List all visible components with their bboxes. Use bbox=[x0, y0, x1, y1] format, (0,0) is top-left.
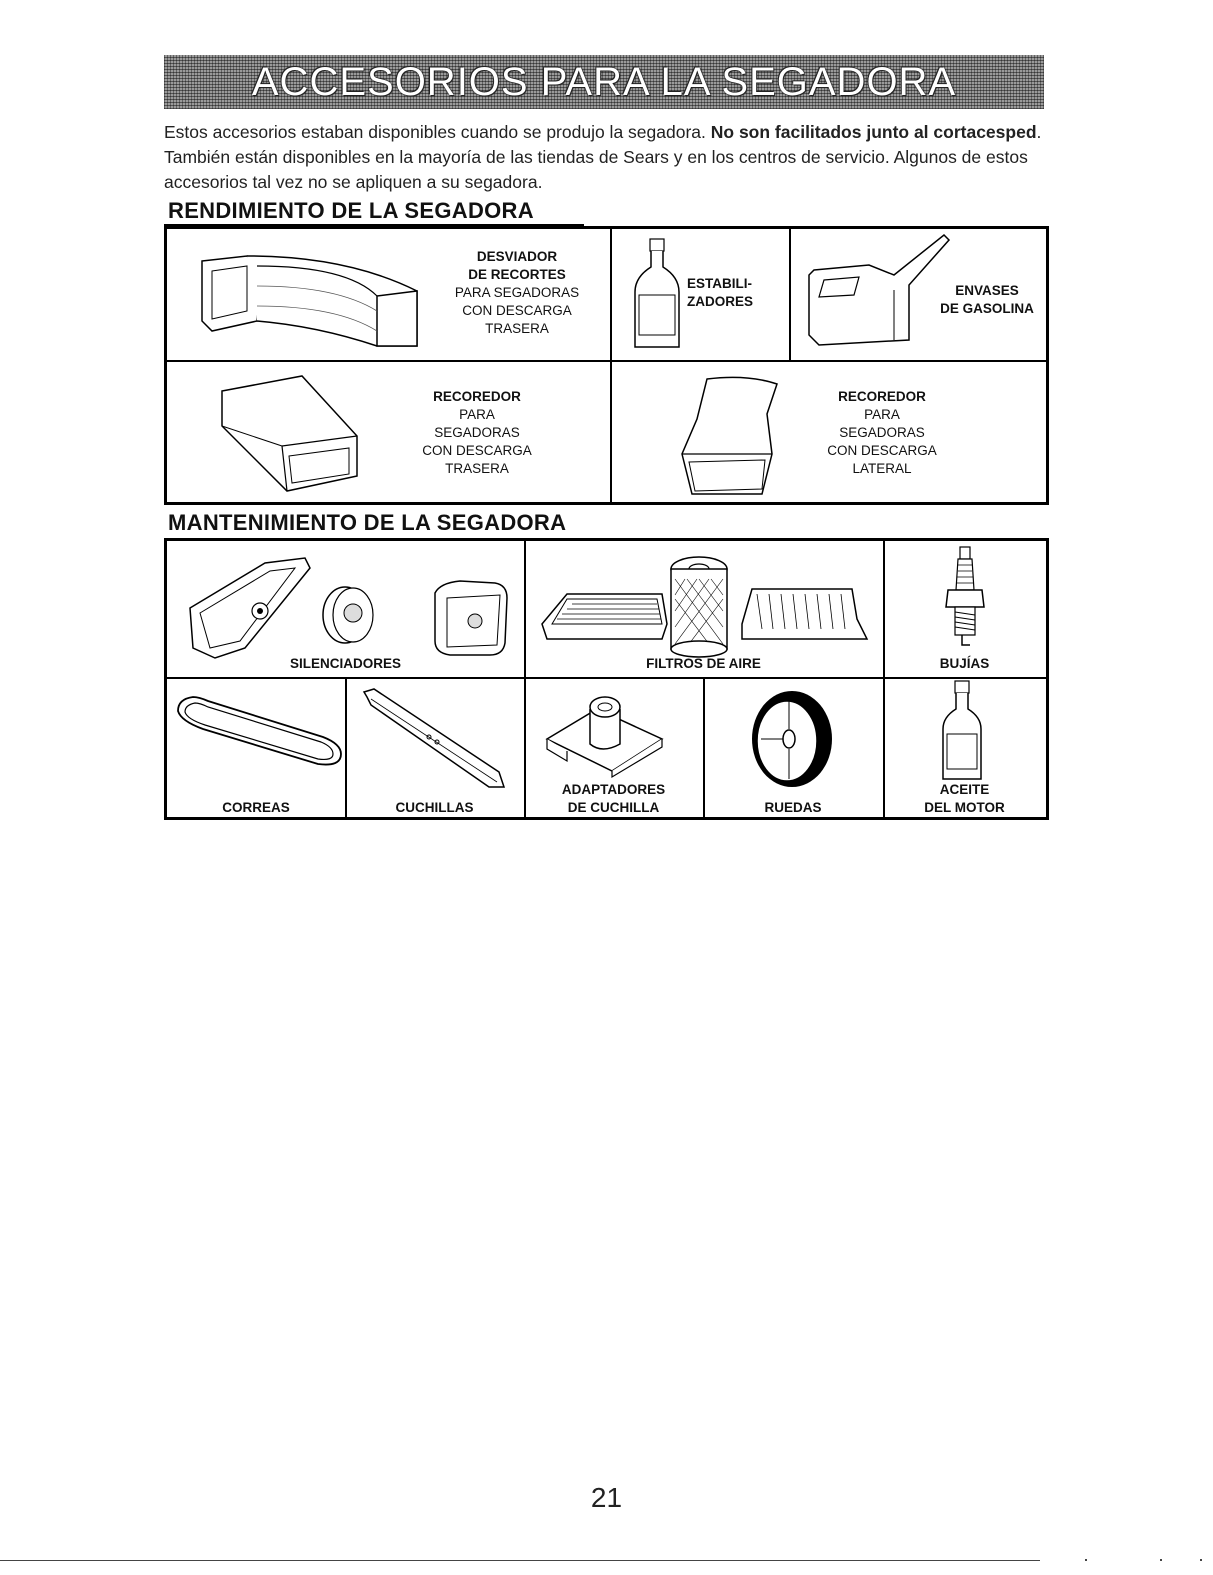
wheels-caption: RUEDAS bbox=[764, 800, 822, 815]
page-number: 21 bbox=[590, 1482, 623, 1513]
stabilizers-label: ESTABILI- ZADORES bbox=[687, 276, 754, 309]
spark-plugs-caption: BUJÍAS bbox=[939, 656, 990, 671]
engine-oil-caption: ACEITE DEL MOTOR bbox=[924, 782, 1005, 815]
wheel-image bbox=[747, 689, 837, 789]
intro-text-2: . También están disponibles en la mayoría de las tiendas de Sears y en los centros de servicio. Algunos de estos accesorios tal vez no se apliquen a su segadora. bbox=[164, 122, 1042, 192]
deflector-label: DESVIADOR DE RECORTES PARA SEGADORAS CON DESCARGA TRASERA bbox=[454, 249, 580, 336]
mufflers-caption: SILENCIADORES bbox=[289, 656, 401, 671]
belt-image bbox=[173, 689, 345, 769]
divider bbox=[167, 360, 1046, 362]
clippings-deflector-image bbox=[197, 251, 427, 351]
blades-caption: CUCHILLAS bbox=[395, 800, 474, 815]
divider bbox=[703, 677, 705, 817]
divider bbox=[345, 677, 347, 817]
air-filters-caption: FILTROS DE AIRE bbox=[646, 656, 761, 671]
intro-paragraph bbox=[164, 120, 1054, 195]
divider bbox=[789, 229, 791, 360]
rear-bagger-label: RECOREDOR PARA SEGADORAS CON DESCARGA TRASERA bbox=[422, 389, 532, 476]
performance-box bbox=[164, 226, 1049, 505]
gas-cans-label: ENVASES DE GASOLINA bbox=[940, 283, 1034, 316]
performance-heading: RENDIMIENTO DE LA SEGADORA bbox=[168, 198, 534, 223]
footer-mark bbox=[1200, 1559, 1202, 1561]
divider bbox=[610, 229, 612, 502]
mufflers-image bbox=[185, 553, 515, 663]
rear-bagger-image bbox=[217, 371, 367, 496]
footer-mark bbox=[1085, 1559, 1087, 1561]
side-bagger-image bbox=[677, 374, 787, 499]
footer-mark bbox=[1160, 1559, 1162, 1561]
blade-image bbox=[359, 687, 509, 792]
air-filters-image bbox=[537, 549, 872, 659]
divider bbox=[167, 677, 1046, 679]
page-title: ACCESORIOS PARA LA SEGADORA bbox=[251, 59, 957, 104]
blade-adapters-caption: ADAPTADORES DE CUCHILLA bbox=[561, 782, 666, 815]
side-bagger-label: RECOREDOR PARA SEGADORAS CON DESCARGA LATERAL bbox=[827, 389, 937, 476]
belts-caption: CORREAS bbox=[222, 800, 290, 815]
intro-text-1: Estos accesorios estaban disponibles cuando se produjo la segadora. bbox=[164, 122, 711, 142]
intro-bold: No son facilitados junto al cortacesped bbox=[710, 122, 1037, 142]
footer-rule bbox=[0, 1560, 1040, 1561]
divider bbox=[524, 541, 526, 817]
maintenance-box bbox=[164, 538, 1049, 820]
divider bbox=[883, 541, 885, 817]
blade-adapter-image bbox=[542, 689, 672, 779]
engine-oil-bottle-image bbox=[937, 679, 987, 784]
spark-plug-image bbox=[940, 545, 990, 655]
title-banner bbox=[164, 55, 1044, 109]
stabilizer-bottle-image bbox=[627, 237, 687, 357]
maintenance-heading: MANTENIMIENTO DE LA SEGADORA bbox=[168, 510, 567, 535]
